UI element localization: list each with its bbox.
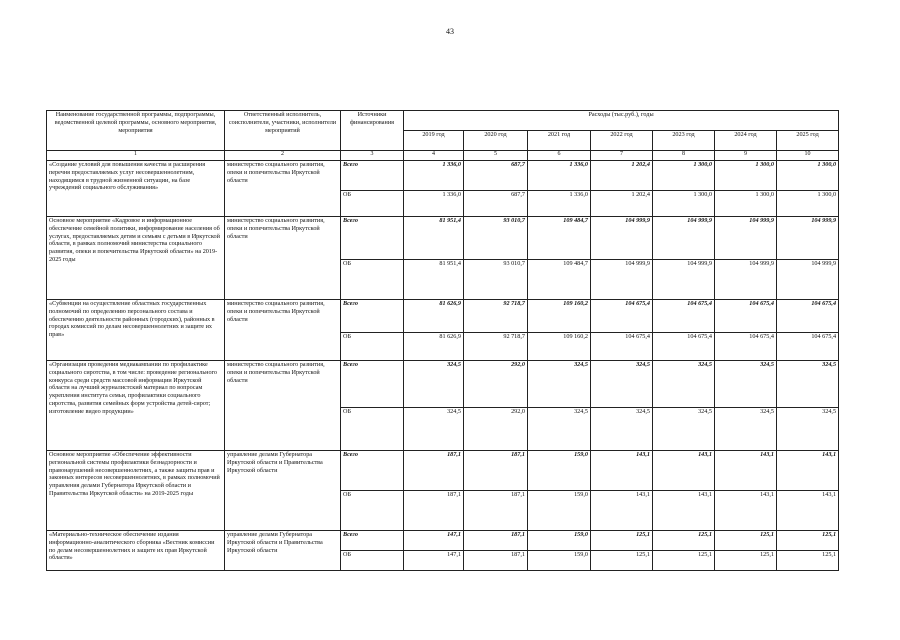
header-year: 2019 год xyxy=(404,131,464,151)
activity-name: Основное мероприятие «Кадровое и информационное обеспечение семейной политики, информирование населения об услугах, предоставляемых детям и семьям с детьми в Иркутской области, в рамках полномочий министерства социального развития, опеки и попечительства Иркутской области» на 2019-2025 годы xyxy=(47,217,225,300)
responsible-executor: министерство социального развития, опеки и попечительства Иркутской области xyxy=(225,217,341,300)
ob-value: 125,1 xyxy=(715,551,777,571)
total-value: 1 300,0 xyxy=(715,161,777,191)
total-value: 1 300,0 xyxy=(777,161,839,191)
total-value: 81 951,4 xyxy=(404,217,464,260)
ob-value: 109 484,7 xyxy=(528,260,591,300)
total-value: 143,1 xyxy=(591,451,653,491)
column-number: 8 xyxy=(653,151,715,161)
source-total-label: Всего xyxy=(341,451,404,491)
source-total-label: Всего xyxy=(341,217,404,260)
ob-value: 104 675,4 xyxy=(777,333,839,361)
total-value: 81 626,9 xyxy=(404,300,464,333)
total-value: 324,5 xyxy=(404,361,464,408)
total-value: 104 999,9 xyxy=(591,217,653,260)
total-value: 1 300,0 xyxy=(653,161,715,191)
source-ob-label: ОБ xyxy=(341,491,404,531)
ob-value: 1 336,0 xyxy=(528,191,591,217)
ob-value: 1 202,4 xyxy=(591,191,653,217)
source-total-label: Всего xyxy=(341,300,404,333)
header-name: Наименование государственной программы, подпрограммы, ведомственной целевой программы, основного мероприятия, мероприятия xyxy=(47,111,225,151)
total-value: 104 999,9 xyxy=(777,217,839,260)
total-value: 147,1 xyxy=(404,531,464,551)
total-value: 104 675,4 xyxy=(777,300,839,333)
total-value: 92 718,7 xyxy=(464,300,528,333)
ob-value: 104 999,9 xyxy=(653,260,715,300)
ob-value: 1 336,0 xyxy=(404,191,464,217)
total-value: 324,5 xyxy=(715,361,777,408)
source-total-label: Всего xyxy=(341,531,404,551)
table-row xyxy=(47,451,839,491)
responsible-executor: министерство социального развития, опеки и попечительства Иркутской области xyxy=(225,300,341,361)
header-year: 2025 год xyxy=(777,131,839,151)
table-header xyxy=(47,111,839,161)
ob-value: 1 300,0 xyxy=(715,191,777,217)
ob-value: 187,1 xyxy=(464,551,528,571)
ob-value: 104 675,4 xyxy=(653,333,715,361)
activity-name: «Организация проведения медиакампании по профилактике социального сиротства, в том числе: проведение регионального конкурса среди средств массовой информации Иркутской области на лучший журналистский материал по вопросам укрепления института семьи, профилактики социального сиротства, развития семейных форм устройства детей-сирот; изготовление видео продукции» xyxy=(47,361,225,451)
table-row xyxy=(47,300,839,333)
ob-value: 125,1 xyxy=(777,551,839,571)
source-ob-label: ОБ xyxy=(341,551,404,571)
activity-name: «Материально-техническое обеспечение издания информационно-аналитического сборника «Вестник комиссии по делам несовершеннолетних и защите их прав Иркутской области» xyxy=(47,531,225,571)
total-value: 1 336,0 xyxy=(528,161,591,191)
total-value: 324,5 xyxy=(653,361,715,408)
total-value: 125,1 xyxy=(715,531,777,551)
table-row xyxy=(47,531,839,551)
total-value: 143,1 xyxy=(715,451,777,491)
header-expenses: Расходы (тыс.руб.), годы xyxy=(404,111,839,131)
total-value: 104 999,9 xyxy=(653,217,715,260)
total-value: 324,5 xyxy=(528,361,591,408)
table-row xyxy=(47,217,839,260)
total-value: 125,1 xyxy=(591,531,653,551)
responsible-executor: министерство социального развития, опеки и попечительства Иркутской области xyxy=(225,161,341,217)
ob-value: 143,1 xyxy=(591,491,653,531)
total-value: 159,0 xyxy=(528,451,591,491)
ob-value: 324,5 xyxy=(715,408,777,451)
ob-value: 187,1 xyxy=(404,491,464,531)
table-row xyxy=(47,361,839,408)
source-ob-label: ОБ xyxy=(341,333,404,361)
ob-value: 324,5 xyxy=(653,408,715,451)
activity-name: «Создание условий для повышения качества и расширения перечня предоставляемых услуг несовершеннолетним, находящимся в трудной жизненной ситуации, на базе учреждений социального обслуживания» xyxy=(47,161,225,217)
ob-value: 109 160,2 xyxy=(528,333,591,361)
source-ob-label: ОБ xyxy=(341,191,404,217)
page-number: 43 xyxy=(446,27,454,36)
ob-value: 324,5 xyxy=(591,408,653,451)
ob-value: 324,5 xyxy=(404,408,464,451)
ob-value: 1 300,0 xyxy=(653,191,715,217)
ob-value: 125,1 xyxy=(591,551,653,571)
total-value: 187,1 xyxy=(404,451,464,491)
responsible-executor: управление делами Губернатора Иркутской области и Правительства Иркутской области xyxy=(225,531,341,571)
ob-value: 93 010,7 xyxy=(464,260,528,300)
ob-value: 687,7 xyxy=(464,191,528,217)
header-responsible: Ответственный исполнитель, соисполнители, участники, исполнители мероприятий xyxy=(225,111,341,151)
ob-value: 187,1 xyxy=(464,491,528,531)
ob-value: 143,1 xyxy=(715,491,777,531)
total-value: 104 675,4 xyxy=(591,300,653,333)
ob-value: 143,1 xyxy=(653,491,715,531)
ob-value: 143,1 xyxy=(777,491,839,531)
column-number: 5 xyxy=(464,151,528,161)
source-total-label: Всего xyxy=(341,161,404,191)
column-number: 7 xyxy=(591,151,653,161)
total-value: 143,1 xyxy=(777,451,839,491)
header-year: 2023 год xyxy=(653,131,715,151)
total-value: 104 675,4 xyxy=(653,300,715,333)
total-value: 93 010,7 xyxy=(464,217,528,260)
total-value: 109 484,7 xyxy=(528,217,591,260)
ob-value: 81 951,4 xyxy=(404,260,464,300)
ob-value: 125,1 xyxy=(653,551,715,571)
total-value: 1 336,0 xyxy=(404,161,464,191)
column-number: 9 xyxy=(715,151,777,161)
column-number: 2 xyxy=(225,151,341,161)
header-source: Источники финансирования xyxy=(341,111,404,151)
ob-value: 147,1 xyxy=(404,551,464,571)
ob-value: 104 999,9 xyxy=(715,260,777,300)
total-value: 104 675,4 xyxy=(715,300,777,333)
total-value: 1 202,4 xyxy=(591,161,653,191)
column-number: 10 xyxy=(777,151,839,161)
budget-table xyxy=(46,110,839,571)
total-value: 292,0 xyxy=(464,361,528,408)
total-value: 143,1 xyxy=(653,451,715,491)
total-value: 125,1 xyxy=(653,531,715,551)
total-value: 104 999,9 xyxy=(715,217,777,260)
ob-value: 92 718,7 xyxy=(464,333,528,361)
ob-value: 1 300,0 xyxy=(777,191,839,217)
total-value: 324,5 xyxy=(777,361,839,408)
ob-value: 104 675,4 xyxy=(715,333,777,361)
column-number: 6 xyxy=(528,151,591,161)
ob-value: 104 999,9 xyxy=(777,260,839,300)
source-ob-label: ОБ xyxy=(341,260,404,300)
total-value: 125,1 xyxy=(777,531,839,551)
header-year: 2021 год xyxy=(528,131,591,151)
total-value: 687,7 xyxy=(464,161,528,191)
ob-value: 159,0 xyxy=(528,491,591,531)
ob-value: 324,5 xyxy=(777,408,839,451)
total-value: 324,5 xyxy=(591,361,653,408)
activity-name: «Субвенции на осуществление областных государственных полномочий по определению персонального состава и обеспечению деятельности районных (городских), районных в городах комиссий по делам несовершеннолетних и защите их прав» xyxy=(47,300,225,361)
source-ob-label: ОБ xyxy=(341,408,404,451)
header-year: 2024 год xyxy=(715,131,777,151)
total-value: 109 160,2 xyxy=(528,300,591,333)
activity-name: Основное мероприятие «Обеспечение эффективности региональной системы профилактики безнадзорности и правонарушений несовершеннолетних, а также защиты прав и законных интересов несовершеннолетних, в рамках полномочий управления делами Губернатора Иркутской области и Правительства Иркутской области» на 2019-2025 годы xyxy=(47,451,225,531)
column-number: 1 xyxy=(47,151,225,161)
source-total-label: Всего xyxy=(341,361,404,408)
ob-value: 159,0 xyxy=(528,551,591,571)
ob-value: 324,5 xyxy=(528,408,591,451)
table-row xyxy=(47,161,839,191)
total-value: 187,1 xyxy=(464,531,528,551)
total-value: 187,1 xyxy=(464,451,528,491)
ob-value: 81 626,9 xyxy=(404,333,464,361)
total-value: 159,0 xyxy=(528,531,591,551)
ob-value: 292,0 xyxy=(464,408,528,451)
responsible-executor: министерство социального развития, опеки и попечительства Иркутской области xyxy=(225,361,341,451)
header-year: 2022 год xyxy=(591,131,653,151)
ob-value: 104 675,4 xyxy=(591,333,653,361)
column-number: 4 xyxy=(404,151,464,161)
column-number: 3 xyxy=(341,151,404,161)
responsible-executor: управление делами Губернатора Иркутской области и Правительства Иркутской области xyxy=(225,451,341,531)
ob-value: 104 999,9 xyxy=(591,260,653,300)
header-year: 2020 год xyxy=(464,131,528,151)
